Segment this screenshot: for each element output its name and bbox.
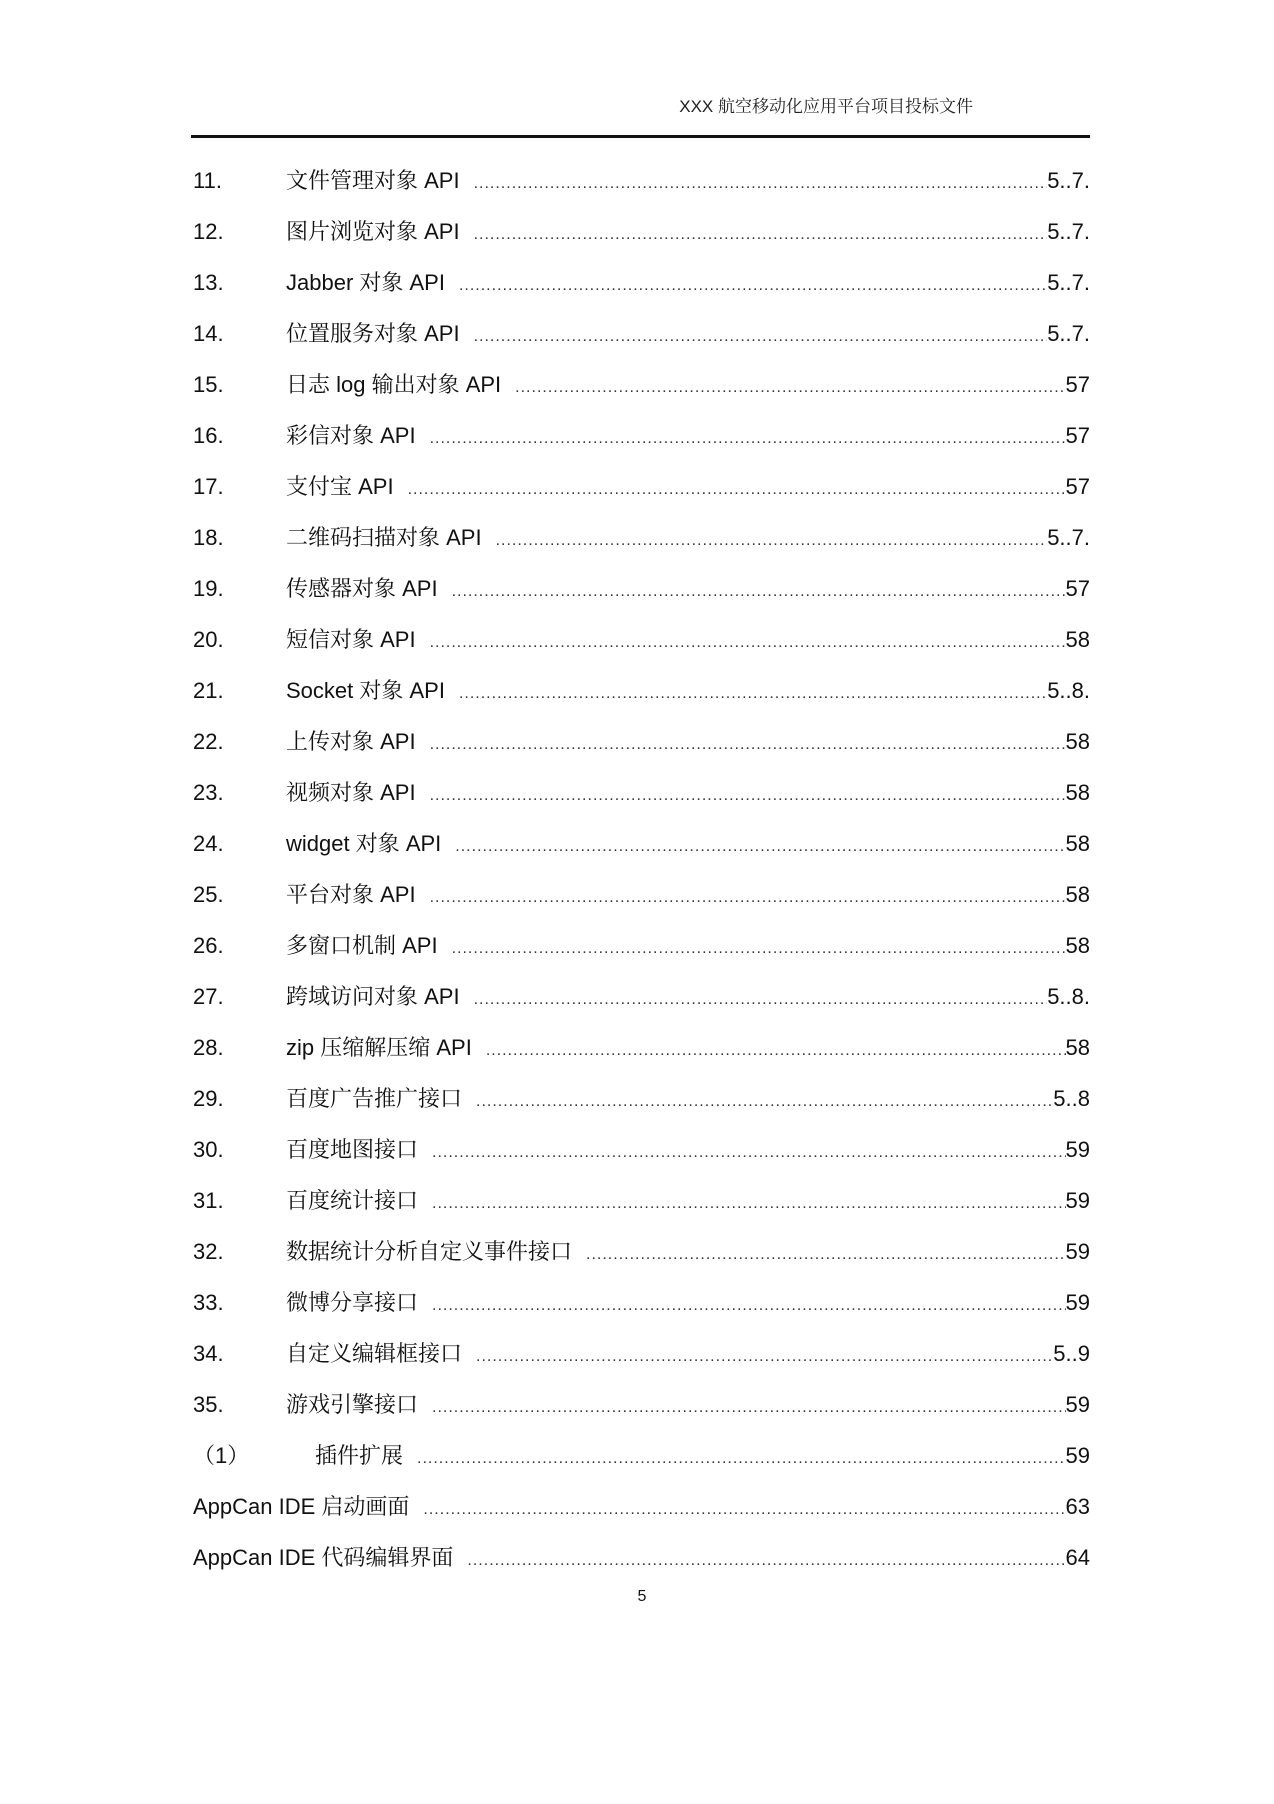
toc-entry-title: AppCan IDE 代码编辑界面 (193, 1545, 454, 1570)
toc-entry[interactable] (193, 980, 1090, 1031)
toc-entry-page: 57 (1065, 423, 1090, 448)
toc-entry-page: 58 (1065, 933, 1090, 958)
toc-entry-page: 59 (1065, 1443, 1090, 1468)
toc-entry-number: 33. (193, 1290, 224, 1315)
toc-entry-number: 21. (193, 678, 224, 703)
toc-entry-page: 59 (1065, 1392, 1090, 1417)
toc-entry-number: 24. (193, 831, 224, 856)
toc-entry-title: 百度广告推广接口 (286, 1086, 463, 1111)
toc-entry-title: 位置服务对象 API (286, 321, 460, 346)
toc-entry[interactable] (193, 776, 1090, 827)
toc-entry-page: 5..8. (1047, 984, 1090, 1009)
toc-entry-number: 19. (193, 576, 224, 601)
toc-entry-number: 12. (193, 219, 224, 244)
toc-entry-title: 文件管理对象 API (286, 168, 460, 193)
toc-entry-title: 日志 log 输出对象 API (286, 372, 502, 397)
toc-entry-page: 5..7. (1047, 525, 1090, 550)
dot-leader (430, 889, 1066, 907)
dot-leader (430, 787, 1066, 805)
toc-entry-page: 5..7. (1047, 168, 1090, 193)
toc-entry-title: AppCan IDE 启动画面 (193, 1494, 410, 1519)
toc-entry[interactable] (193, 215, 1090, 266)
table-of-contents (193, 164, 1090, 1592)
toc-entry-title: 游戏引擎接口 (286, 1392, 419, 1417)
dot-leader (476, 1093, 1053, 1111)
toc-entry[interactable] (193, 164, 1090, 215)
toc-entry[interactable] (193, 521, 1090, 572)
dot-leader (417, 1450, 1066, 1468)
dot-leader (459, 685, 1047, 703)
toc-entry-page: 58 (1065, 1035, 1090, 1060)
dot-leader (432, 1399, 1066, 1417)
toc-entry-number: 27. (193, 984, 224, 1009)
toc-entry-title: 传感器对象 API (286, 576, 438, 601)
toc-entry[interactable] (193, 572, 1090, 623)
toc-entry-number: 34. (193, 1341, 224, 1366)
toc-entry-title: 多窗口机制 API (286, 933, 438, 958)
toc-entry-page: 5..9 (1053, 1341, 1090, 1366)
toc-entry[interactable] (193, 1133, 1090, 1184)
toc-entry-title: 自定义编辑框接口 (286, 1341, 463, 1366)
toc-entry-page: 59 (1065, 1290, 1090, 1315)
toc-entry[interactable] (193, 929, 1090, 980)
toc-entry-number: 26. (193, 933, 224, 958)
toc-entry-page: 58 (1065, 882, 1090, 907)
dot-leader (467, 1552, 1065, 1570)
toc-entry-number: 17. (193, 474, 224, 499)
toc-entry-title: 上传对象 API (286, 729, 416, 754)
toc-entry[interactable] (193, 317, 1090, 368)
toc-entry-title: 跨域访问对象 API (286, 984, 460, 1009)
toc-entry-page: 57 (1065, 372, 1090, 397)
dot-leader (408, 481, 1066, 499)
toc-entry-page: 5..8. (1047, 678, 1090, 703)
toc-entry[interactable] (193, 1388, 1090, 1439)
toc-entry-title: widget 对象 API (286, 831, 442, 856)
toc-entry-page: 59 (1065, 1239, 1090, 1264)
dot-leader (474, 226, 1048, 244)
dot-leader (432, 1297, 1066, 1315)
toc-entry-number: 30. (193, 1137, 224, 1162)
toc-entry-number: 23. (193, 780, 224, 805)
toc-entry[interactable] (193, 878, 1090, 929)
toc-entry-number: 25. (193, 882, 224, 907)
toc-entry-title: 视频对象 API (286, 780, 416, 805)
dot-leader (430, 634, 1066, 652)
toc-entry-page: 5..7. (1047, 321, 1090, 346)
toc-entry-title: 平台对象 API (286, 882, 416, 907)
toc-entry[interactable] (193, 1184, 1090, 1235)
dot-leader (432, 1195, 1066, 1213)
dot-leader (474, 991, 1048, 1009)
toc-entry-number: 28. (193, 1035, 224, 1060)
dot-leader (432, 1144, 1066, 1162)
toc-entry-number: 15. (193, 372, 224, 397)
toc-entry-title: Jabber 对象 API (286, 270, 445, 295)
toc-entry-title: 二维码扫描对象 API (286, 525, 482, 550)
dot-leader (474, 328, 1048, 346)
dot-leader (423, 1501, 1065, 1519)
toc-entry-number: 20. (193, 627, 224, 652)
toc-entry-number: 11. (193, 168, 222, 193)
toc-entry-number: 22. (193, 729, 224, 754)
toc-entry-number: 16. (193, 423, 224, 448)
toc-entry[interactable] (193, 725, 1090, 776)
toc-entry-page: 58 (1065, 627, 1090, 652)
toc-entry[interactable] (193, 419, 1090, 470)
toc-entry[interactable] (193, 1031, 1090, 1082)
dot-leader (430, 430, 1066, 448)
toc-entry-page: 64 (1065, 1545, 1090, 1570)
toc-entry-page: 58 (1065, 780, 1090, 805)
toc-entry-title: 短信对象 API (286, 627, 416, 652)
toc-entry-page: 5..7. (1047, 219, 1090, 244)
toc-entry-number: 32. (193, 1239, 224, 1264)
dot-leader (452, 940, 1066, 958)
dot-leader (586, 1246, 1066, 1264)
toc-entry[interactable] (193, 827, 1090, 878)
toc-entry-number: 29. (193, 1086, 224, 1111)
toc-entry[interactable] (193, 1082, 1090, 1133)
toc-entry[interactable] (193, 470, 1090, 521)
toc-entry-page: 59 (1065, 1137, 1090, 1162)
toc-entry[interactable] (193, 674, 1090, 725)
toc-entry-number: 31. (193, 1188, 224, 1213)
header-rule (191, 135, 1090, 138)
dot-leader (455, 838, 1065, 856)
toc-entry-title: 图片浏览对象 API (286, 219, 460, 244)
toc-entry-title: Socket 对象 API (286, 678, 445, 703)
toc-entry[interactable] (193, 1490, 1090, 1541)
page-number: 5 (637, 1588, 647, 1605)
toc-entry-page: 59 (1065, 1188, 1090, 1213)
toc-entry[interactable] (193, 368, 1090, 419)
toc-entry-page: 58 (1065, 729, 1090, 754)
toc-entry-page: 57 (1065, 576, 1090, 601)
toc-entry[interactable] (193, 1541, 1090, 1592)
dot-leader (515, 379, 1065, 397)
dot-leader (430, 736, 1066, 754)
toc-entry-page: 5..7. (1047, 270, 1090, 295)
dot-leader (459, 277, 1047, 295)
toc-entry-title: 彩信对象 API (286, 423, 416, 448)
toc-entry[interactable] (193, 1286, 1090, 1337)
document-header: XXX 航空移动化应用平台项目投标文件 (679, 97, 973, 116)
toc-entry-title: 支付宝 API (286, 474, 394, 499)
dot-leader (476, 1348, 1053, 1366)
toc-entry-page: 63 (1065, 1494, 1090, 1519)
toc-entry-title: 插件扩展 (315, 1443, 404, 1468)
toc-entry-title: 百度统计接口 (286, 1188, 419, 1213)
toc-entry-title: 数据统计分析自定义事件接口 (286, 1239, 573, 1264)
toc-entry-title: 百度地图接口 (286, 1137, 419, 1162)
toc-entry[interactable] (193, 623, 1090, 674)
toc-entry-number: （1） (193, 1443, 250, 1468)
toc-entry[interactable] (193, 1439, 1090, 1490)
toc-entry-number: 13. (193, 270, 224, 295)
toc-entry-page: 5..8 (1053, 1086, 1090, 1111)
dot-leader (474, 175, 1048, 193)
toc-entry-page: 57 (1065, 474, 1090, 499)
toc-entry[interactable] (193, 1235, 1090, 1286)
toc-entry-title: 微博分享接口 (286, 1290, 419, 1315)
dot-leader (496, 532, 1048, 550)
toc-entry-number: 35. (193, 1392, 224, 1417)
dot-leader (486, 1042, 1066, 1060)
toc-entry-number: 18. (193, 525, 224, 550)
toc-entry-number: 14. (193, 321, 224, 346)
toc-entry[interactable] (193, 266, 1090, 317)
dot-leader (452, 583, 1066, 601)
toc-entry-title: zip 压缩解压缩 API (286, 1035, 472, 1060)
toc-entry-page: 58 (1065, 831, 1090, 856)
toc-entry[interactable] (193, 1337, 1090, 1388)
